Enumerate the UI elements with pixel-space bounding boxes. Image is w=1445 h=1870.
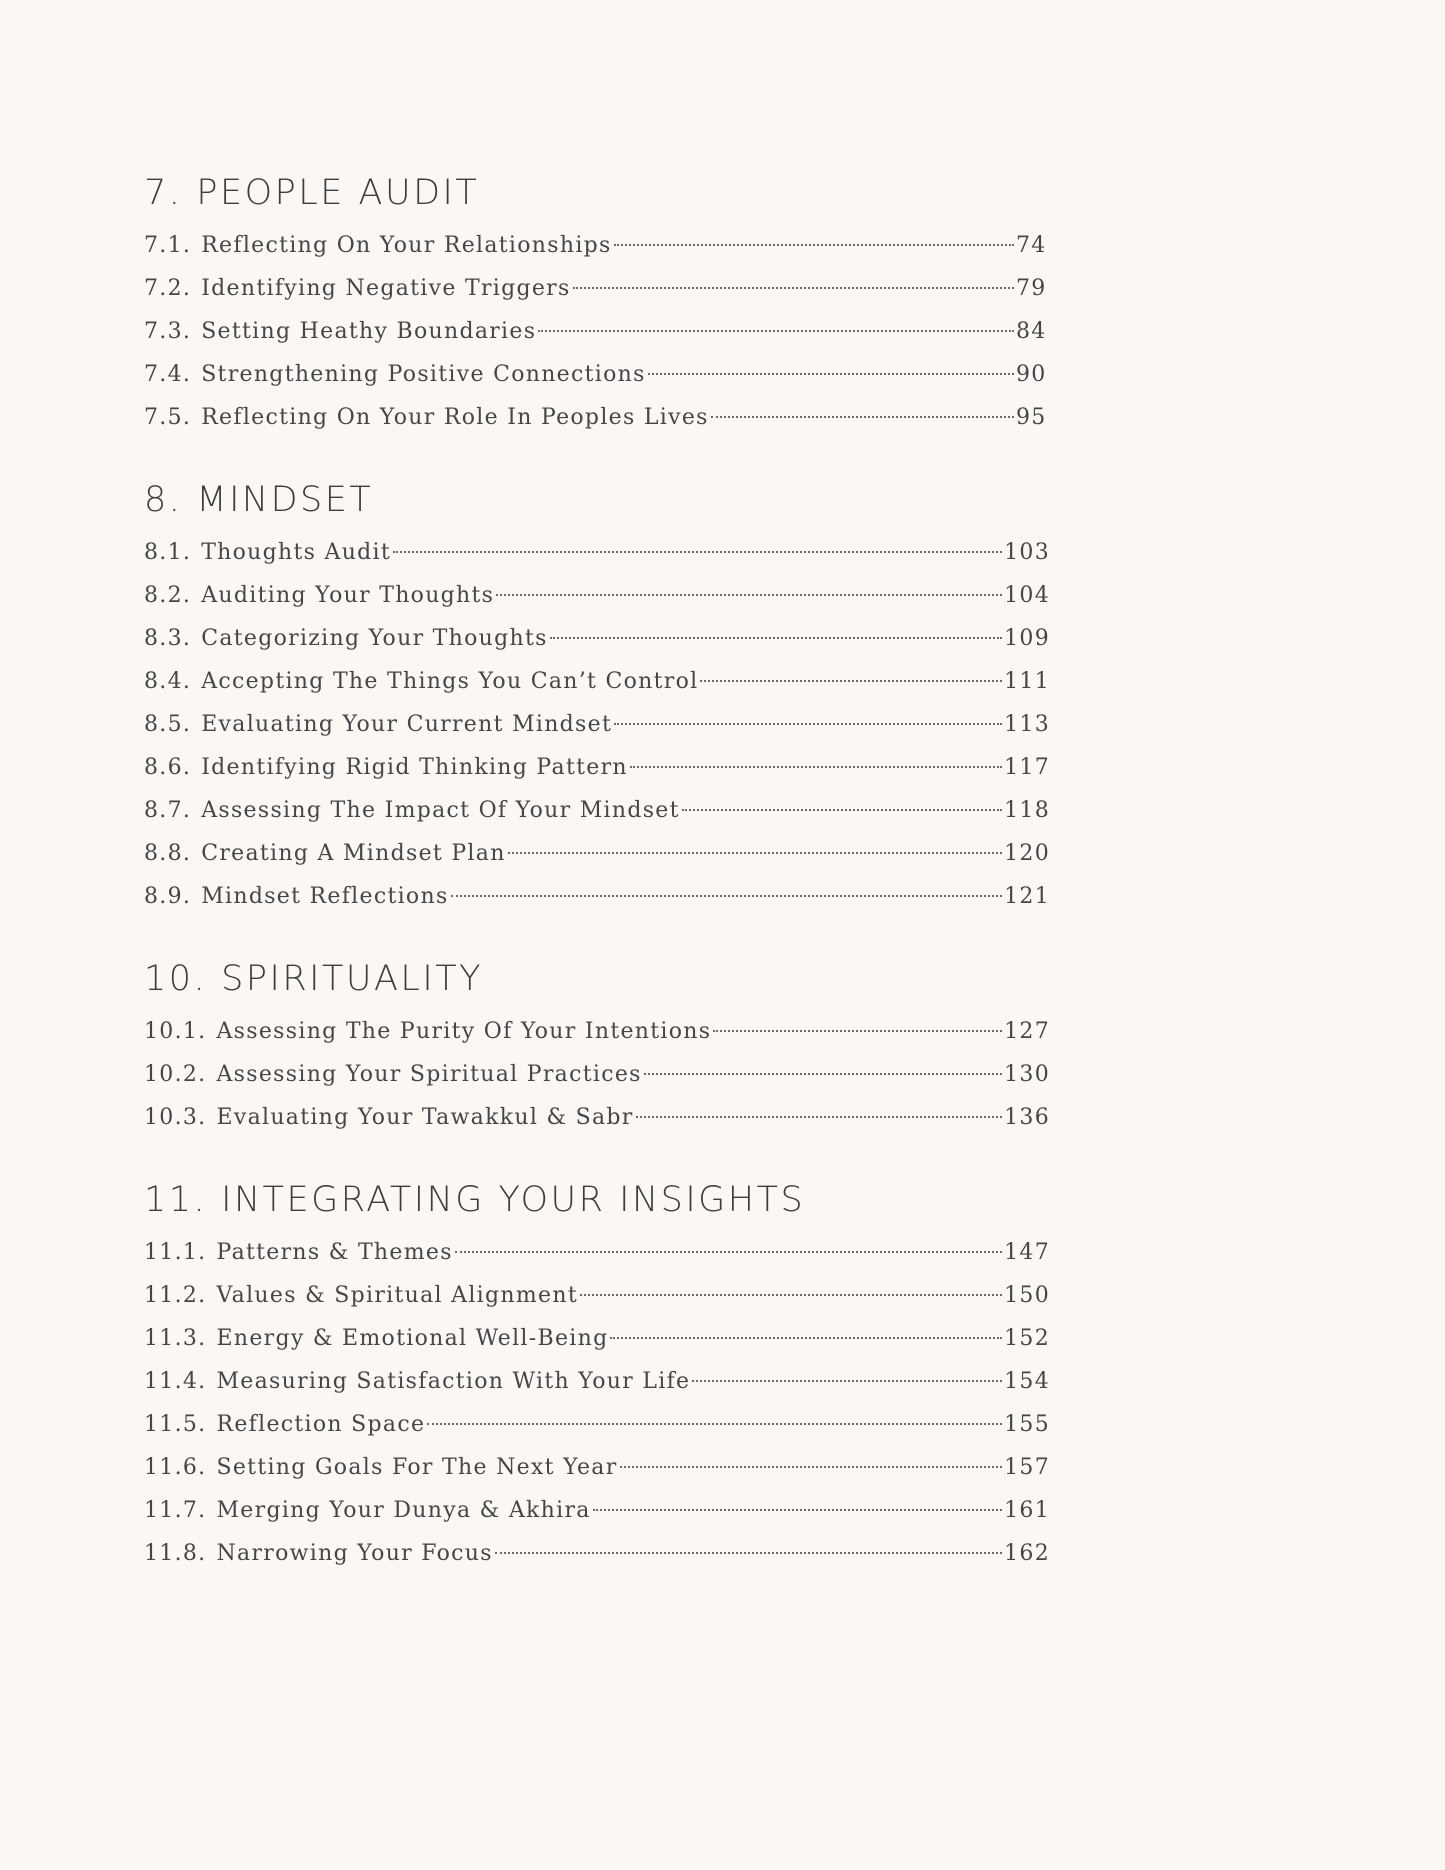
toc-entry[interactable] — [144, 1532, 1050, 1575]
toc-entry[interactable] — [144, 267, 1050, 310]
page-number: 117 — [1004, 755, 1050, 780]
entry-title: Identifying Rigid Thinking Pattern — [201, 755, 628, 780]
page-number: 111 — [1004, 669, 1050, 694]
section-number: 11. — [144, 1180, 208, 1220]
page-number: 109 — [1004, 626, 1050, 651]
toc-entry[interactable] — [144, 875, 1050, 918]
section-number: 8. — [144, 480, 183, 520]
entry-number: 10.2. — [144, 1062, 207, 1087]
page-number: 162 — [1004, 1541, 1050, 1566]
toc-entry[interactable] — [144, 353, 1050, 396]
page-number: 84 — [1016, 319, 1047, 344]
page-number: 127 — [1004, 1019, 1050, 1044]
dot-leader — [700, 679, 1002, 682]
page-number: 154 — [1004, 1369, 1050, 1394]
dot-leader — [610, 1336, 1002, 1339]
entry-number: 11.8. — [144, 1541, 207, 1566]
entry-number: 8.7. — [144, 798, 192, 823]
dot-leader — [427, 1422, 1002, 1425]
entry-number: 8.9. — [144, 884, 192, 909]
entry-number: 11.2. — [144, 1283, 207, 1308]
entry-title: Thoughts Audit — [201, 540, 392, 565]
dot-leader — [593, 1508, 1002, 1511]
toc-entry[interactable] — [144, 1231, 1050, 1274]
dot-leader — [620, 1465, 1003, 1468]
dot-leader — [711, 415, 1014, 418]
entry-number: 11.5. — [144, 1412, 207, 1437]
entry-title: Narrowing Your Focus — [216, 1541, 493, 1566]
toc-entry[interactable] — [144, 310, 1050, 353]
entry-number: 8.4. — [144, 669, 192, 694]
entry-title: Assessing The Purity Of Your Intentions — [216, 1019, 712, 1044]
toc-entry[interactable] — [144, 1489, 1050, 1532]
toc-entry[interactable] — [144, 574, 1050, 617]
section-heading — [144, 170, 1050, 216]
entry-number: 11.7. — [144, 1498, 207, 1523]
entry-title: Auditing Your Thoughts — [201, 583, 495, 608]
section-heading — [144, 956, 1050, 1002]
entry-title: Assessing The Impact Of Your Mindset — [201, 798, 680, 823]
page-number: 157 — [1004, 1455, 1050, 1480]
toc-section-people-audit — [144, 170, 1050, 439]
page-number: 130 — [1004, 1062, 1050, 1087]
entry-number: 11.4. — [144, 1369, 207, 1394]
dot-leader — [550, 636, 1002, 639]
dot-leader — [682, 808, 1002, 811]
dot-leader — [630, 765, 1002, 768]
section-title: MINDSET — [196, 480, 374, 520]
page-number: 120 — [1004, 841, 1050, 866]
entry-number: 8.5. — [144, 712, 192, 737]
toc-entry[interactable] — [144, 1096, 1050, 1139]
entry-title: Categorizing Your Thoughts — [201, 626, 548, 651]
entry-number: 11.1. — [144, 1240, 207, 1265]
entry-number: 11.3. — [144, 1326, 207, 1351]
entry-title: Energy & Emotional Well-Being — [216, 1326, 609, 1351]
page-number: 152 — [1004, 1326, 1050, 1351]
table-of-contents — [144, 170, 1050, 1575]
section-title: SPIRITUALITY — [221, 959, 483, 999]
entry-title: Patterns & Themes — [216, 1240, 453, 1265]
dot-leader — [644, 1072, 1002, 1075]
toc-entry[interactable] — [144, 1360, 1050, 1403]
entry-title: Reflecting On Your Role In Peoples Lives — [201, 405, 709, 430]
entry-title: Accepting The Things You Can’t Control — [201, 669, 699, 694]
entry-number: 10.1. — [144, 1019, 207, 1044]
page-number: 155 — [1004, 1412, 1050, 1437]
toc-entry[interactable] — [144, 789, 1050, 832]
dot-leader — [692, 1379, 1002, 1382]
entry-number: 11.6. — [144, 1455, 207, 1480]
toc-entry[interactable] — [144, 1403, 1050, 1446]
toc-entry[interactable] — [144, 746, 1050, 789]
entry-number: 8.6. — [144, 755, 192, 780]
dot-leader — [495, 1551, 1002, 1554]
dot-leader — [455, 1250, 1002, 1253]
section-heading — [144, 1177, 1050, 1223]
section-title: INTEGRATING YOUR INSIGHTS — [221, 1180, 806, 1220]
toc-section-mindset — [144, 477, 1050, 918]
entry-title: Evaluating Your Tawakkul & Sabr — [216, 1105, 634, 1130]
entry-title: Reflection Space — [216, 1412, 426, 1437]
entry-title: Creating A Mindset Plan — [201, 841, 506, 866]
page-number: 103 — [1004, 540, 1050, 565]
page-number: 136 — [1004, 1105, 1050, 1130]
entry-number: 7.3. — [144, 319, 192, 344]
toc-entry[interactable] — [144, 660, 1050, 703]
dot-leader — [614, 722, 1002, 725]
entry-title: Values & Spiritual Alignment — [216, 1283, 578, 1308]
toc-entry[interactable] — [144, 1010, 1050, 1053]
toc-entry[interactable] — [144, 1053, 1050, 1096]
entry-number: 7.1. — [144, 233, 192, 258]
page-number: 118 — [1004, 798, 1050, 823]
section-number: 7. — [144, 173, 183, 213]
toc-entry[interactable] — [144, 531, 1050, 574]
entry-list — [144, 1010, 1050, 1139]
entry-title: Assessing Your Spiritual Practices — [216, 1062, 642, 1087]
entry-number: 8.3. — [144, 626, 192, 651]
dot-leader — [508, 851, 1002, 854]
entry-title: Reflecting On Your Relationships — [201, 233, 612, 258]
toc-entry[interactable] — [144, 224, 1050, 267]
toc-entry[interactable] — [144, 1274, 1050, 1317]
entry-number: 7.4. — [144, 362, 192, 387]
toc-entry[interactable] — [144, 617, 1050, 660]
dot-leader — [496, 593, 1002, 596]
entry-title: Setting Heathy Boundaries — [201, 319, 537, 344]
toc-entry[interactable] — [144, 396, 1050, 439]
toc-section-integrating-insights — [144, 1177, 1050, 1575]
dot-leader — [451, 894, 1003, 897]
section-heading — [144, 477, 1050, 523]
dot-leader — [580, 1293, 1002, 1296]
entry-number: 10.3. — [144, 1105, 207, 1130]
entry-list — [144, 531, 1050, 918]
entry-title: Merging Your Dunya & Akhira — [216, 1498, 591, 1523]
section-number: 10. — [144, 959, 208, 999]
toc-entry[interactable] — [144, 1317, 1050, 1360]
page-number: 90 — [1016, 362, 1047, 387]
dot-leader — [393, 550, 1002, 553]
entry-title: Mindset Reflections — [201, 884, 449, 909]
toc-entry[interactable] — [144, 832, 1050, 875]
entry-number: 8.2. — [144, 583, 192, 608]
entry-title: Setting Goals For The Next Year — [216, 1455, 618, 1480]
entry-number: 7.5. — [144, 405, 192, 430]
entry-number: 8.8. — [144, 841, 192, 866]
page-number: 74 — [1016, 233, 1047, 258]
entry-title: Identifying Negative Triggers — [201, 276, 571, 301]
dot-leader — [713, 1029, 1002, 1032]
dot-leader — [636, 1115, 1002, 1118]
entry-title: Evaluating Your Current Mindset — [201, 712, 613, 737]
entry-title: Measuring Satisfaction With Your Life — [216, 1369, 691, 1394]
dot-leader — [614, 243, 1014, 246]
entry-number: 8.1. — [144, 540, 192, 565]
toc-entry[interactable] — [144, 1446, 1050, 1489]
toc-entry[interactable] — [144, 703, 1050, 746]
entry-number: 7.2. — [144, 276, 192, 301]
page-number: 121 — [1004, 884, 1050, 909]
page-number: 150 — [1004, 1283, 1050, 1308]
page-number: 79 — [1016, 276, 1047, 301]
toc-section-spirituality — [144, 956, 1050, 1139]
dot-leader — [648, 372, 1014, 375]
section-title: PEOPLE AUDIT — [196, 173, 480, 213]
dot-leader — [538, 329, 1014, 332]
page-number: 95 — [1016, 405, 1047, 430]
page-number: 113 — [1004, 712, 1050, 737]
entry-list — [144, 224, 1050, 439]
page-number: 147 — [1004, 1240, 1050, 1265]
page-number: 104 — [1004, 583, 1050, 608]
page-number: 161 — [1004, 1498, 1050, 1523]
entry-list — [144, 1231, 1050, 1575]
dot-leader — [573, 286, 1014, 289]
entry-title: Strengthening Positive Connections — [201, 362, 646, 387]
